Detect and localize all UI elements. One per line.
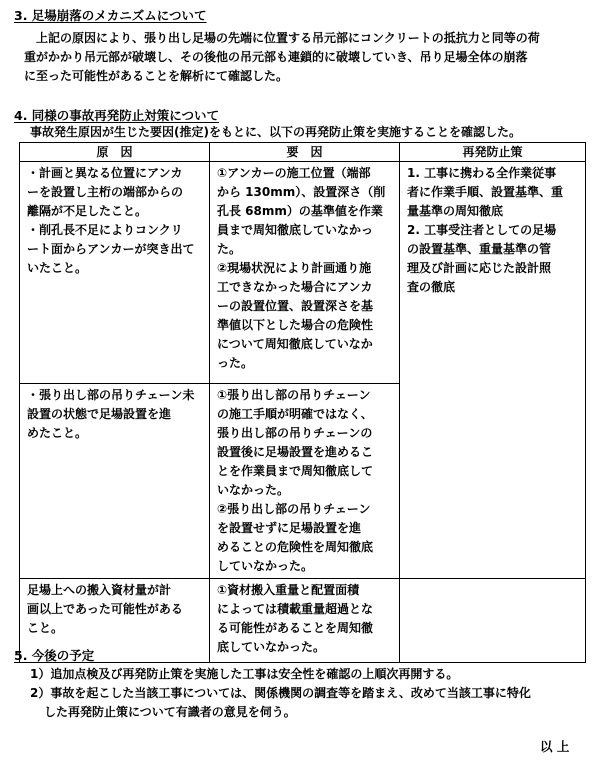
cell-line: 1. 工事に携わる全作業従事	[407, 166, 557, 180]
section4-intro	[30, 123, 521, 142]
factor-cell	[210, 162, 400, 384]
section5-title: 5. 今後の予定	[14, 648, 95, 663]
section5-line: した再発防止策について有識者の意見を伺う。	[44, 705, 296, 719]
cell-line: こと。	[27, 621, 64, 635]
section3-line: に至った可能性があることを解析にて確認した。	[24, 69, 289, 83]
table-row	[20, 162, 586, 384]
cell-line: によっては積載重量超過とな	[217, 602, 374, 616]
cell-line: 準値以下とした場合の危険性	[217, 318, 374, 332]
prevention-cell-empty	[400, 579, 586, 663]
closing-mark: 以 上	[540, 739, 570, 754]
cell-line: 2. 工事受注者としての足場	[407, 223, 557, 237]
cell-line: の設置基準、重量基準の管	[407, 242, 552, 256]
cell-line: 画以上であった可能性がある	[27, 602, 183, 616]
cell-line: いなかった。	[217, 483, 290, 497]
cell-line: めたこと。	[27, 426, 88, 440]
section5-line: 2）事故を起こした当該工事については、関係機関の調査等を踏まえ、改めて当該工事に特化	[30, 686, 531, 700]
cell-line: った。	[217, 356, 254, 370]
table-row	[20, 579, 586, 663]
cell-line: 査の徹底	[407, 280, 456, 294]
cell-line: 者に作業手順、設置基準、重	[407, 185, 564, 199]
header-prevention: 再発防止策	[400, 143, 586, 162]
cell-line: ①張り出し部の吊りチェーン	[217, 388, 371, 402]
cell-line: た。	[217, 242, 242, 256]
cell-line: ・削孔長不足によりコンクリ	[27, 223, 183, 237]
cell-line: 理及び計画に応じた設計照	[407, 261, 552, 275]
header-cause: 原 因	[20, 143, 210, 162]
cause-cell	[20, 384, 210, 579]
prevention-measures-table	[19, 142, 586, 663]
cause-cell	[20, 162, 210, 384]
cell-line: 工できなかった場合にアンカ	[217, 280, 373, 294]
section5-line: 1）追加点検及び再発防止策を実施した工事は安全性を確認の上順次再開する。	[30, 667, 459, 681]
cell-line: 孔長 68mm）の基準値を作業	[217, 204, 383, 218]
prevention-cell	[400, 162, 586, 579]
cell-line: について周知徹底していなか	[217, 337, 373, 351]
table-header-row	[20, 143, 586, 162]
cell-line: 張り出し部の吊りチェーンの	[217, 426, 373, 440]
section5-body	[30, 665, 531, 722]
cell-line: ・張り出し部の吊りチェーン未	[27, 388, 195, 402]
cell-line: から 130mm）、設置深さ（削	[217, 185, 386, 199]
cell-line: ート面からアンカーが突き出て	[27, 242, 195, 256]
cell-line: 底していなかった。	[217, 640, 326, 654]
cell-line: の施工手順が明確ではなく、	[217, 407, 373, 421]
cell-line: いたこと。	[27, 261, 88, 275]
cell-line: 量基準の周知徹底	[407, 204, 504, 218]
header-factor: 要 因	[210, 143, 400, 162]
factor-cell	[210, 579, 400, 663]
cell-line: を設置せずに足場設置を進	[217, 521, 362, 535]
cell-line: めることの危険性を周知徹底	[217, 540, 374, 554]
cell-line: 離隔が不足したこと。	[27, 204, 148, 218]
cell-line: 員まで周知徹底していなかっ	[217, 223, 374, 237]
cell-line: ーの設置位置、設置深さを基	[217, 299, 374, 313]
section4-intro-line: 事故発生原因が生じた要因(推定)をもとに、以下の再発防止策を実施することを確認した。	[30, 125, 521, 139]
cell-line: ①アンカーの施工位置（端部	[217, 166, 371, 180]
section4-title: 4. 同様の事故再発防止対策について	[14, 108, 220, 123]
cell-line: 足場上への搬入資材量が計	[27, 583, 172, 597]
cell-line: ②張り出し部の吊りチェーン	[217, 502, 371, 516]
factor-cell	[210, 384, 400, 579]
cell-line: 設置の状態で足場設置を進	[27, 407, 172, 421]
cell-line: ②現場状況により計画通り施	[217, 261, 372, 275]
section3-line: 上記の原因により、張り出し足場の先端に位置する吊元部にコンクリートの抵抗力と同等の荷	[36, 31, 540, 45]
section3-line: 重がかかり吊元部が破壊し、その後他の吊元部も連鎖的に破壊していき、吊り足場全体の崩落	[24, 50, 528, 64]
cell-line: る可能性があることを周知徹	[217, 621, 374, 635]
cell-line: ①資材搬入重量と配置面積	[217, 583, 360, 597]
cell-line: ーを設置し主桁の端部からの	[27, 185, 184, 199]
cell-line: ・計画と異なる位置にアンカ	[27, 166, 183, 180]
cell-line: していなかった。	[217, 559, 314, 573]
section3-title: 3. 足場崩落のメカニズムについて	[14, 8, 207, 23]
cell-line: 設置後に足場設置を進めるこ	[217, 445, 374, 459]
cell-line: とを作業員まで周知徹底して	[217, 464, 374, 478]
section3-body	[24, 29, 540, 86]
